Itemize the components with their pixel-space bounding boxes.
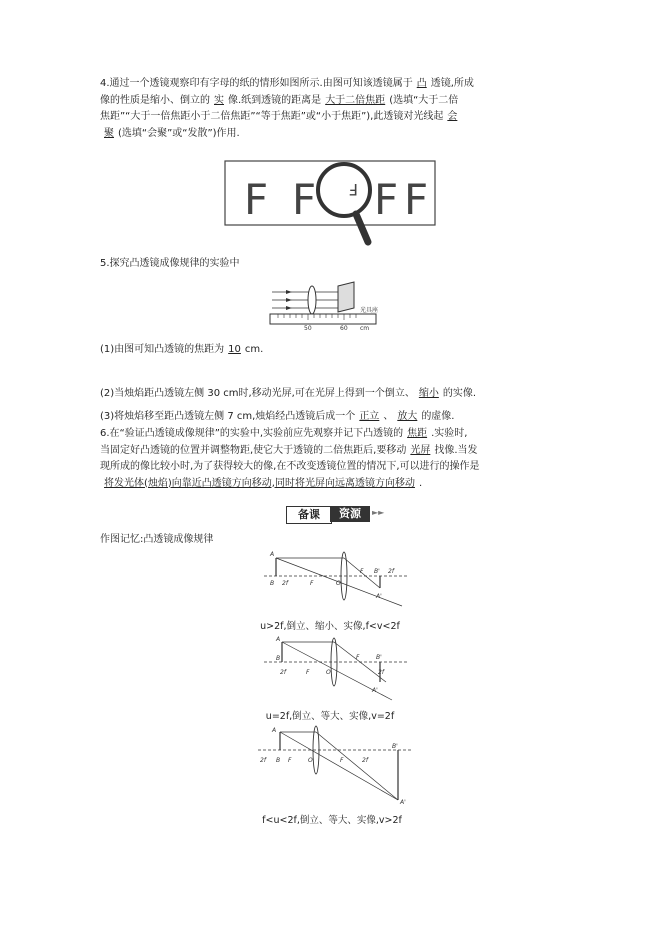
ray-arrow-3: [286, 306, 292, 310]
resource-header-arrows: ►►: [372, 508, 385, 517]
letter-f-2: F: [292, 175, 317, 224]
q5-text: cm.: [244, 344, 264, 355]
label-F-right: F: [356, 654, 360, 661]
q6-text: .: [418, 477, 423, 489]
label-F-left: F: [310, 580, 314, 587]
bench-label: 光具座: [360, 307, 379, 314]
q4-text: 像的性质是缩小、倒立的: [100, 94, 210, 106]
label-B: B: [276, 757, 281, 764]
label-A: A: [270, 551, 275, 558]
ray-refracted: [316, 732, 398, 800]
q4-text: 焦距”“大于一倍焦距小于二倍焦距”“等于焦距”或“小于焦距”),此透镜对光线起: [100, 111, 444, 122]
label-2f-left: 2f: [282, 580, 288, 587]
label-F-right: F: [340, 757, 344, 764]
label-B-prime: B': [376, 654, 382, 661]
inverted-letters: [349, 180, 358, 199]
q4-answer-effect-a: 会: [447, 111, 458, 122]
convex-lens: [308, 286, 316, 314]
label-2f-left: 2f: [260, 757, 266, 764]
label-F-left: F: [288, 757, 292, 764]
ray-arrow-1: [286, 290, 292, 294]
q4-line-3: [100, 109, 565, 126]
q6-text: .实验时,: [431, 428, 468, 439]
letter-f-4: F: [404, 175, 429, 224]
q4-line-4: [100, 126, 565, 143]
label-2f-right: 2f: [388, 568, 394, 575]
label-A: A: [272, 727, 277, 734]
label-O: O: [326, 669, 331, 676]
q5-text: 的实像.: [442, 388, 477, 399]
label-A: A: [276, 636, 281, 643]
ray-center: [280, 732, 398, 800]
label-O: O: [308, 757, 313, 764]
q5-text: 的虚像.: [421, 411, 455, 422]
q6-text: 现所成的像比较小时,为了获得较大的像,在不改变透镜位置的情况下,可以进行的操作是: [100, 461, 480, 472]
q5-answer-magnification: 放大: [397, 411, 418, 422]
letter-f-1: F: [244, 175, 269, 224]
q4-answer-image-type: 实: [214, 94, 224, 106]
q5-sub-3: [100, 409, 565, 426]
label-F-right: F: [360, 568, 364, 575]
inverted-letter-f: F: [348, 180, 358, 199]
q4-text: 4.通过一个透镜观察印有字母的纸的情形如图所示.由图可知该透镜属于: [100, 78, 413, 89]
resource-header-box-2: 资源: [330, 506, 370, 522]
q6-line-3: [100, 459, 565, 476]
optical-bench-figure: [268, 278, 388, 334]
tick-label-cm: cm: [360, 325, 370, 332]
q5-answer-focal-length: 10: [228, 344, 241, 355]
q6-text: 当固定好凸透镜的位置并调整物距,使它大于透镜的二倍焦距后,要移动: [100, 444, 407, 456]
caption-1: u>2f,倒立、缩小、实像,f<v<2f: [260, 621, 400, 632]
tick-label-50: 50: [304, 325, 312, 332]
q4-text: (选填“会聚”或“发散”)作用.: [118, 127, 240, 139]
q5-answer-image-size: 缩小: [418, 388, 439, 399]
label-F-left: F: [306, 669, 310, 676]
q5-sub-1: [100, 342, 565, 359]
label-B: B: [276, 655, 281, 662]
q5-text: (3)将烛焰移至距凸透镜左侧 7 cm,烛焰经凸透镜后成一个: [100, 411, 356, 422]
label-2f-right: 2f: [362, 757, 368, 764]
memo-title: [100, 532, 565, 549]
question-5-title: [100, 256, 565, 273]
magnifier-figure: [224, 158, 438, 248]
q6-line-2: [100, 443, 565, 460]
label-B-prime: B': [374, 568, 380, 575]
q5-text: (1)由图可知凸透镜的焦距为: [100, 344, 225, 355]
q5-text: (2)当烛焰距凸透镜左侧 30 cm时,移动光屏,可在光屏上得到一个倒立、: [100, 388, 415, 399]
q4-line-2: [100, 93, 565, 110]
ray-diagram-2: [262, 634, 412, 704]
label-O: O: [336, 580, 341, 587]
magnifier-lens: [318, 164, 370, 216]
q5-text: 、: [383, 411, 394, 422]
q6-answer-operation: 将发光体(烛焰)向靠近凸透镜方向移动,同时将光屏向远离透镜方向移动: [104, 477, 415, 489]
memo-title-text: 作图记忆:凸透镜成像规律: [100, 534, 214, 545]
q6-answer-focal: 焦距: [407, 428, 428, 439]
light-screen: [338, 282, 354, 312]
q4-answer-lens-type: 凸: [416, 78, 427, 89]
label-B: B: [270, 580, 275, 587]
label-2f-left: 2f: [280, 669, 286, 676]
ray-diagram-1: [262, 548, 412, 614]
label-B-prime: B': [392, 743, 398, 750]
ray-arrow-2: [286, 298, 292, 302]
resource-header: [286, 506, 385, 522]
q4-answer-effect-b: 聚: [104, 127, 114, 139]
label-2f-right: 2f: [378, 669, 384, 676]
tick-label-60: 60: [340, 325, 348, 332]
q4-line-1: [100, 76, 565, 93]
resource-header-box-1: 备课: [286, 506, 332, 524]
question-4: [100, 76, 565, 142]
q6-text: 找像.当发: [434, 444, 478, 456]
caption-2: u=2f,倒立、等大、实像,v=2f: [265, 711, 395, 722]
q6-line-1: [100, 426, 565, 443]
label-A-prime: A': [376, 593, 382, 600]
q6-line-4: [100, 476, 565, 493]
label-A-prime: A': [400, 799, 406, 806]
letter-f-3: F: [374, 175, 399, 224]
q6-answer-screen: 光屏: [410, 444, 431, 456]
q6-text: 6.在“验证凸透镜成像规律”的实验中,实验前应先观察并记下凸透镜的: [100, 428, 404, 439]
caption-3: f<u<2f,倒立、等大、实像,v>2f: [262, 815, 402, 826]
q5-title: 5.探究凸透镜成像规律的实验中: [100, 258, 240, 269]
bench-rail: [270, 314, 376, 324]
q4-text: (选填“大于二倍: [389, 94, 459, 106]
q4-text: 像.纸到透镜的距离是: [228, 94, 322, 106]
q4-answer-distance: 大于二倍焦距: [325, 94, 386, 106]
q4-text: 透镜,所成: [430, 78, 474, 89]
q5-sub-2: [100, 386, 565, 403]
q5-answer-orientation: 正立: [359, 411, 380, 422]
question-6: [100, 426, 565, 492]
label-A-prime: A': [372, 687, 378, 694]
ray-diagram-3: [256, 724, 416, 808]
